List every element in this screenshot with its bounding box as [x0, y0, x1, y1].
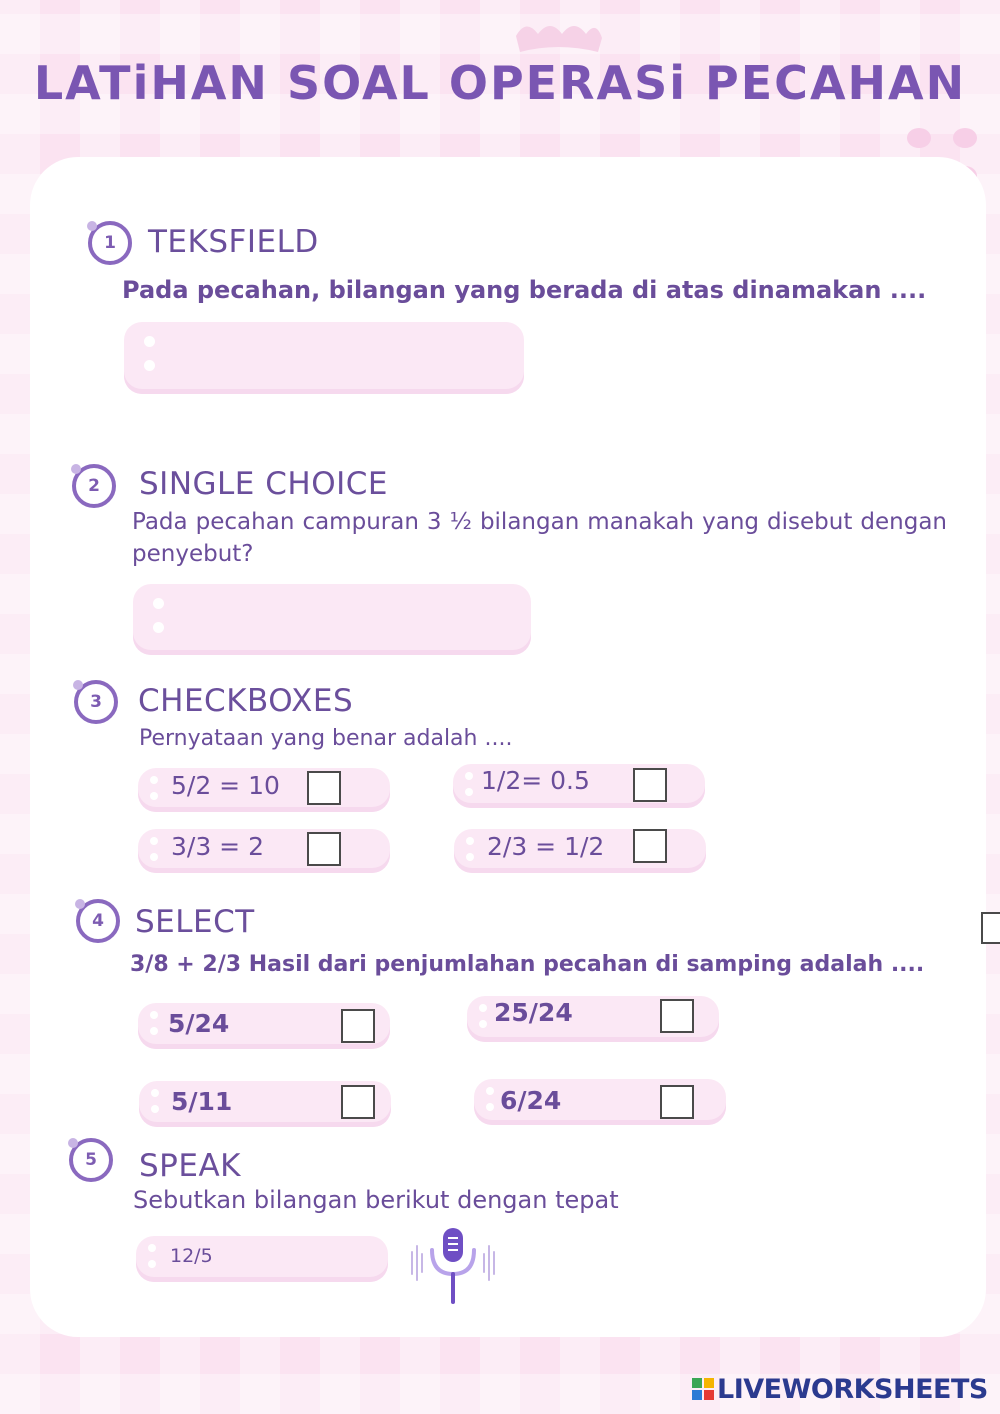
question-text: Pada pecahan, bilangan yang berada di atas dinamakan ....: [122, 276, 927, 304]
page-title: LATiHAN SOAL OPERASi PECAHAN: [33, 56, 967, 110]
option-label: 5/11: [171, 1087, 233, 1116]
single-choice-field[interactable]: [133, 584, 531, 655]
section-number-badge: 5: [69, 1138, 113, 1182]
section-number-badge: 3: [74, 680, 118, 724]
section-title: SPEAK: [139, 1148, 241, 1184]
section-number-badge: 1: [88, 221, 132, 265]
section-title: SELECT: [135, 904, 255, 940]
question-text: Sebutkan bilangan berikut dengan tepat: [133, 1186, 619, 1214]
answer-text-field[interactable]: [124, 322, 524, 394]
section-number-badge: 2: [72, 464, 116, 508]
checkbox[interactable]: [307, 771, 341, 805]
stray-checkbox[interactable]: [981, 912, 1000, 944]
footer-brand: [692, 1372, 988, 1406]
checkbox[interactable]: [633, 768, 667, 802]
liveworksheets-logo-icon: [692, 1378, 714, 1400]
select-checkbox[interactable]: [660, 1085, 694, 1119]
microphone-icon[interactable]: [406, 1222, 500, 1308]
option-label: 3/3 = 2: [171, 832, 264, 861]
select-checkbox[interactable]: [341, 1009, 375, 1043]
ribbon-decoration: [510, 14, 606, 54]
option-label: 1/2= 0.5: [481, 766, 590, 795]
question-text: Pada pecahan campuran 3 ½ bilangan manakah yang disebut dengan penyebut?: [132, 509, 947, 567]
section-title: SINGLE CHOICE: [139, 466, 388, 502]
option-label: 5/2 = 10: [171, 771, 280, 800]
speak-prompt-text: 12/5: [170, 1245, 213, 1267]
question-text: 3/8 + 2/3 Hasil dari penjumlahan pecahan di samping adalah ....: [130, 952, 925, 977]
option-label: 5/24: [168, 1009, 230, 1038]
option-label: 2/3 = 1/2: [487, 832, 605, 861]
option-label: 25/24: [494, 998, 573, 1027]
section-title: CHECKBOXES: [138, 683, 354, 719]
option-label: 6/24: [500, 1086, 562, 1115]
question-text: Pernyataan yang benar adalah ....: [139, 726, 513, 751]
section-number-badge: 4: [76, 899, 120, 943]
checkbox[interactable]: [633, 829, 667, 863]
checkbox[interactable]: [307, 832, 341, 866]
section-title: TEKSFIELD: [148, 224, 319, 260]
footer-brand-text: LIVEWORKSHEETS: [717, 1373, 988, 1405]
select-checkbox[interactable]: [660, 999, 694, 1033]
select-checkbox[interactable]: [341, 1085, 375, 1119]
